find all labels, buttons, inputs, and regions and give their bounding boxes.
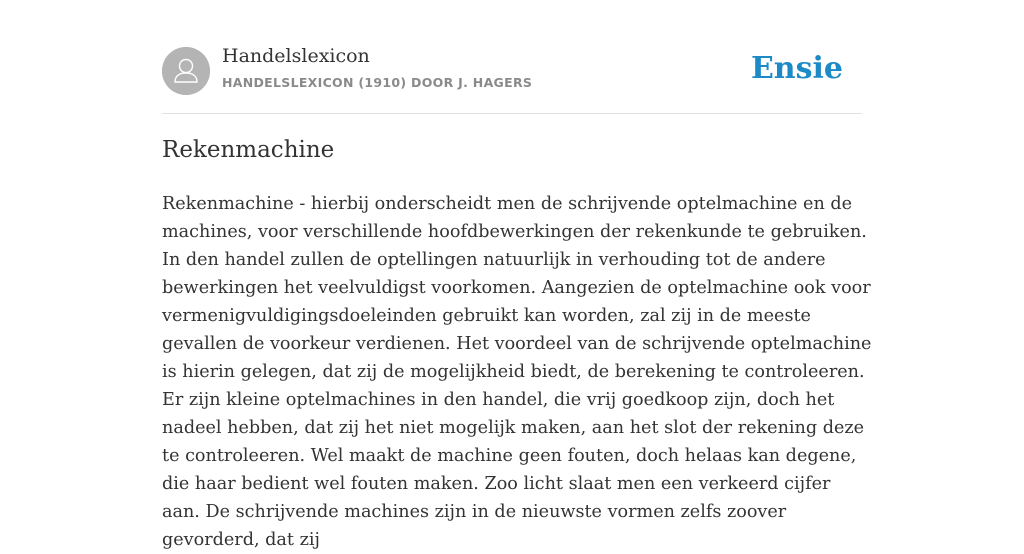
brand-logo[interactable]: Ensie (750, 51, 843, 86)
entry-body: Rekenmachine - hierbij onderscheidt men de schrijvende optelmachine en de machines, voor verschillende hoofdbewerkingen der rekenkunde te gebruiken. In den handel zullen de optellingen natuurlijk in verhouding tot de andere bewerkingen het veelvuldigst voorkomen. Aangezien de optelmachine ook voor vermenigvuldigingsdoeleinden gebruikt kan worden, zal zij in de meeste gevallen de voorkeur verdienen. Het voordeel van de schrijvende optelmachine is hierin gelegen, dat zij de mogelijkheid biedt, de berekening te controleeren. Er zijn kleine optelmachines in den handel, die vrij goedkoop zijn, doch het nadeel hebben, dat zij het niet mogelijk maken, aan het slot der rekening deze te controleeren. Wel maakt de machine geen fouten, doch helaas kan degene, die haar bedient wel fouten maken. Zoo licht slaat men een verkeerd cijfer aan. De schrijvende machines zijn in de nieuwste vormen zelfs zoover gevorderd, dat zij (162, 194, 872, 550)
source-subtitle[interactable]: HANDELSLEXICON (1910) DOOR J. HAGERS (222, 75, 533, 90)
entry-title: Rekenmachine (162, 137, 335, 163)
content-container (162, 0, 872, 550)
user-silhouette-icon (162, 47, 210, 95)
source-title[interactable]: Handelslexicon (222, 45, 370, 67)
source-header (162, 0, 862, 114)
